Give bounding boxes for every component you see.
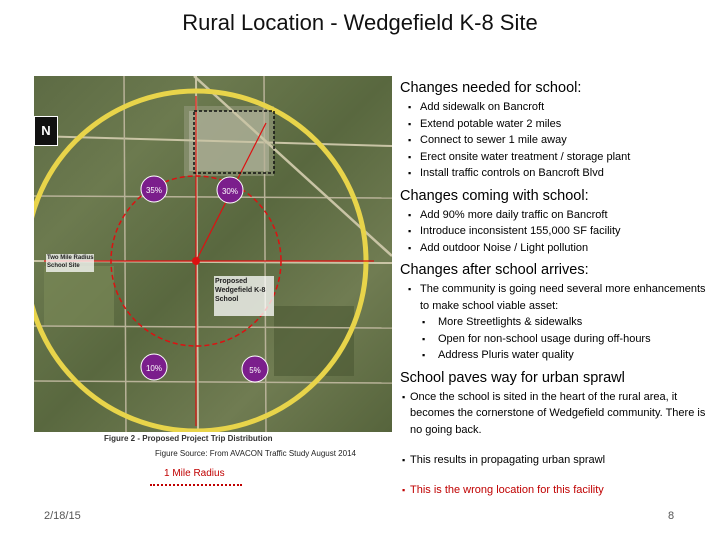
scale-bar	[150, 484, 242, 486]
warning-text: ▪ This is the wrong location for this facility	[402, 484, 604, 496]
page-number: 8	[668, 510, 675, 522]
map-graphic	[34, 76, 392, 432]
bullet-text: Connect to sewer 1 mile away	[420, 134, 567, 146]
sub-bullet-text: Open for non-school usage during off-hours	[438, 332, 651, 345]
map-caption: Figure 2 - Proposed Project Trip Distribution	[34, 432, 392, 448]
section-heading: School paves way for urban sprawl	[400, 369, 625, 386]
sub-bullet-list: ▪ More Streetlights & sidewalks ▪ Open for non-school usage during off-hours ▪ Address Pluris water quality	[422, 316, 651, 361]
aerial-map	[34, 76, 392, 432]
bullet-text: Introduce inconsistent 155,000 SF facility	[420, 225, 621, 237]
section-heading: Changes after school arrives:	[400, 262, 589, 278]
bullet-text: Once the school is sited in the heart of the rural area, it becomes the cornerstone of Wedgefield community. There is no going back.	[410, 390, 706, 436]
pct-label: 5%	[249, 366, 261, 375]
bullet-list: ▪ The community is going need several more enhancements to make school viable asset:	[408, 283, 706, 312]
slide-title: Rural Location - Wedgefield K-8 Site	[182, 10, 538, 35]
section-heading: Changes needed for school:	[400, 80, 582, 96]
bullet-text: Erect onsite water treatment / storage plant	[420, 150, 631, 163]
site-label: Proposed Wedgefield K-8 School	[215, 278, 266, 303]
north-arrow-icon: N	[34, 116, 58, 146]
slide-date: 2/18/15	[44, 510, 81, 522]
bullet-list: ▪ Add 90% more daily traffic on Bancroft ▪ Introduce inconsistent 155,000 SF facility ▪ Add outdoor Noise / Light pollution	[408, 208, 621, 254]
bullet-text: Add 90% more daily traffic on Bancroft	[420, 208, 608, 221]
bullet-text: ▪ This results in propagating urban sprawl	[402, 454, 606, 466]
bullet-list: ▪ Add sidewalk on Bancroft ▪ Extend potable water 2 miles ▪ Connect to sewer 1 mile away ▪ Erect onsite water treatment / storage plant ▪ Install traffic controls on Bancroft Blvd	[408, 101, 631, 179]
pct-label: 30%	[221, 187, 239, 196]
bullet-text: Extend potable water 2 miles	[420, 117, 562, 130]
figure-source: Figure Source: From AVACON Traffic Study August 2014	[155, 449, 356, 458]
sub-bullet-text: More Streetlights & sidewalks	[438, 316, 583, 328]
text-column	[400, 80, 715, 498]
bullet-list: ▪ Once the school is sited in the heart of the rural area, it becomes the cornerstone of Wedgefield community. There is no going back.	[402, 390, 706, 436]
sub-bullet-text: Address Pluris water quality	[438, 349, 574, 361]
pct-label: 10%	[145, 364, 163, 373]
radius-map-label: Two Mile Radius School Site	[47, 255, 94, 269]
section-heading: Changes coming with school:	[400, 187, 589, 204]
bullet-text: Add sidewalk on Bancroft	[420, 101, 545, 113]
scale-label: 1 Mile Radius	[164, 468, 225, 479]
pct-label: 35%	[145, 186, 163, 195]
bullet-text: Install traffic controls on Bancroft Blvd	[420, 167, 604, 179]
bullet-text: Add outdoor Noise / Light pollution	[420, 241, 589, 254]
bullet-text: The community is going need several more enhancements to make school viable asset:	[420, 283, 706, 312]
